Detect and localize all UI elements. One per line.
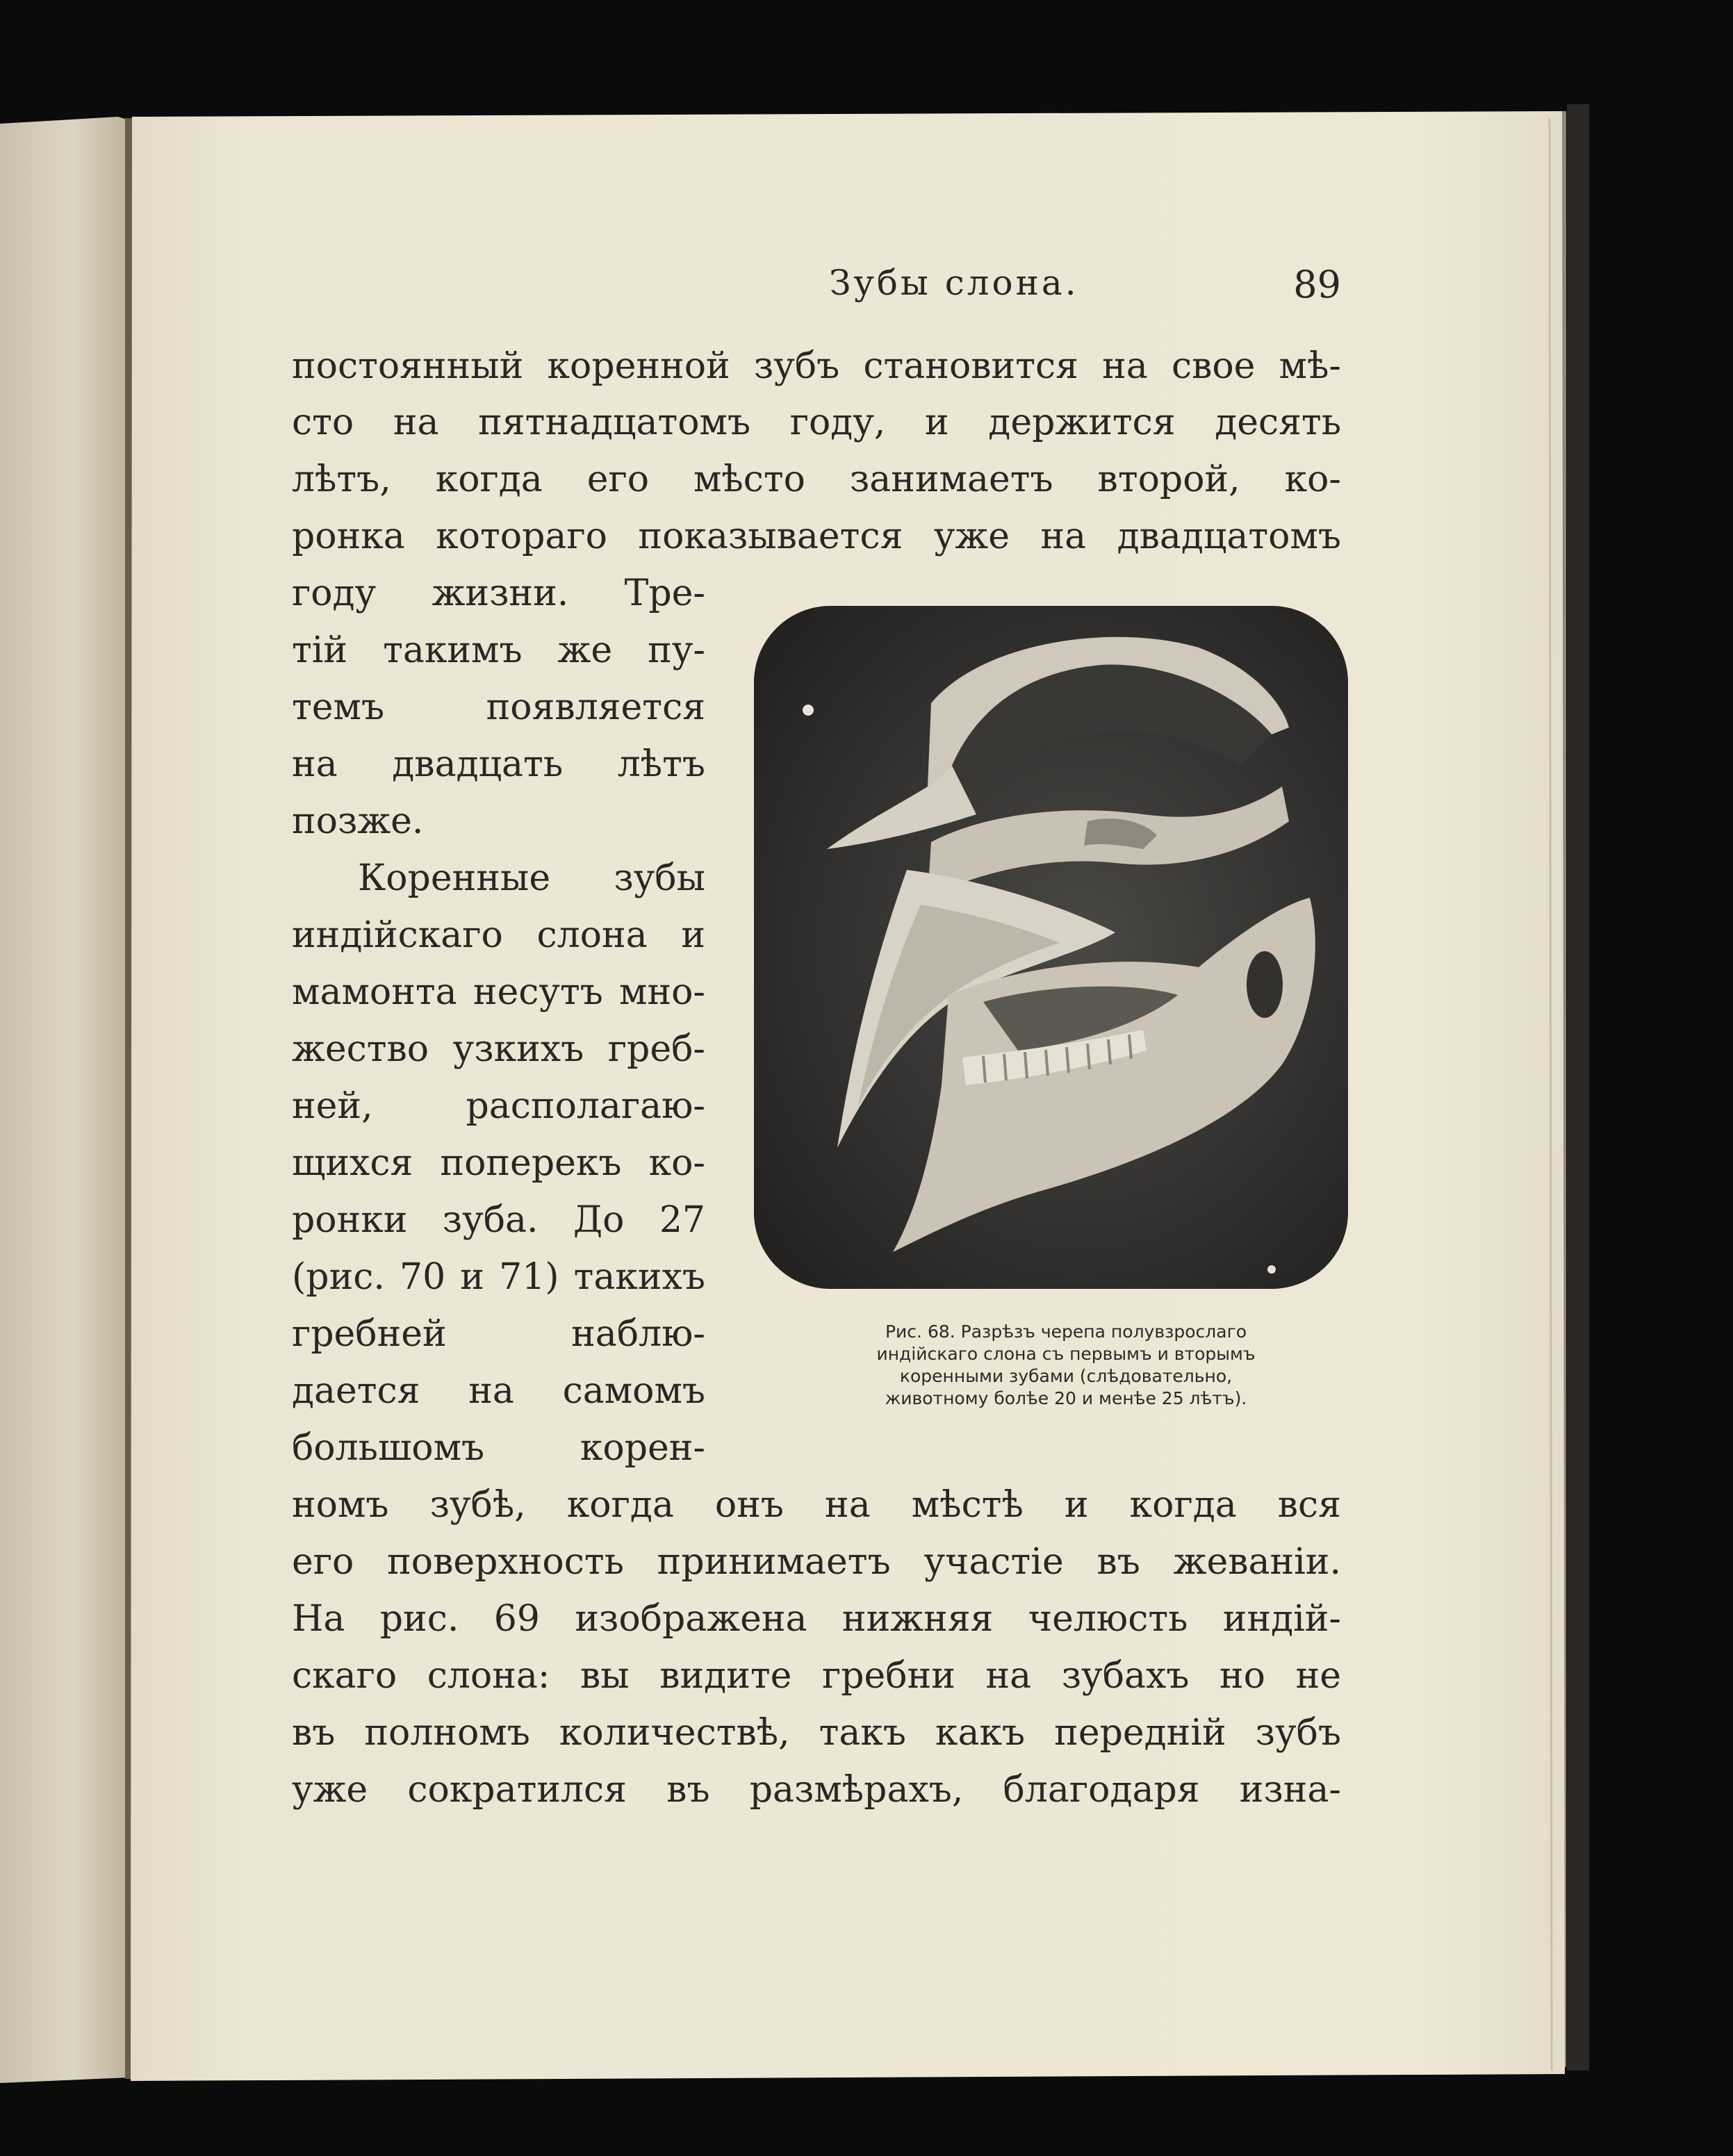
body-line: номъ зубѣ, когда онъ на мѣстѣ и когда вся — [292, 1484, 1341, 1526]
running-head: Зубы слона. — [829, 263, 1079, 303]
body-line: жество узкихъ греб- — [292, 1028, 705, 1070]
body-line: (рис. 70 и 71) такихъ — [292, 1256, 705, 1298]
body-line: мамонта несутъ мно- — [292, 971, 705, 1013]
body-line: темъ появляется — [292, 686, 705, 728]
body-line: лѣтъ, когда его мѣсто занимаетъ второй, ко- — [292, 459, 1341, 500]
page-number: 89 — [1293, 263, 1341, 306]
body-line: ней, располагаю- — [292, 1085, 705, 1127]
body-line: тій такимъ же пу- — [292, 629, 705, 671]
body-line: въ полномъ количествѣ, такъ какъ передній зубъ — [292, 1712, 1341, 1754]
body-line: гребней наблю- — [292, 1313, 705, 1355]
figure-caption-line: Рис. 68. Разрѣзъ черепа полувзрослаго — [885, 1322, 1247, 1342]
body-line: дается на самомъ — [292, 1370, 705, 1412]
body-line: щихся поперекъ ко- — [292, 1142, 705, 1184]
body-line: уже сократился въ размѣрахъ, благодаря изна- — [292, 1769, 1341, 1811]
body-line: скаго слона: вы видите гребни на зубахъ но не — [292, 1655, 1341, 1697]
figure-caption-line: коренными зубами (слѣдовательно, — [899, 1366, 1233, 1386]
body-line: году жизни. Тре- — [292, 573, 705, 614]
body-line: постоянный коренной зубъ становится на свое мѣ- — [292, 345, 1341, 387]
body-line: позже. — [292, 800, 424, 842]
body-line: ронка котораго показывается уже на двадцатомъ — [292, 516, 1341, 557]
body-line: ронки зуба. До 27 — [292, 1199, 705, 1241]
body-line: индійскаго слона и — [292, 914, 705, 956]
body-line: его поверхность принимаетъ участіе въ жеваніи. — [292, 1541, 1341, 1583]
body-line: на двадцать лѣтъ — [292, 743, 705, 785]
paragraph-start-line: Коренные зубы — [358, 857, 705, 899]
figure-caption-line: животному болѣе 20 и менѣе 25 лѣтъ). — [885, 1388, 1247, 1408]
body-line: сто на пятнадцатомъ году, и держится десять — [292, 402, 1341, 443]
page-header — [292, 263, 1341, 311]
body-line: На рис. 69 изображена нижняя челюсть индій- — [292, 1598, 1341, 1640]
body-line: большомъ корен- — [292, 1427, 705, 1469]
figure-caption-line: индійскаго слона съ первымъ и вторымъ — [876, 1344, 1256, 1364]
